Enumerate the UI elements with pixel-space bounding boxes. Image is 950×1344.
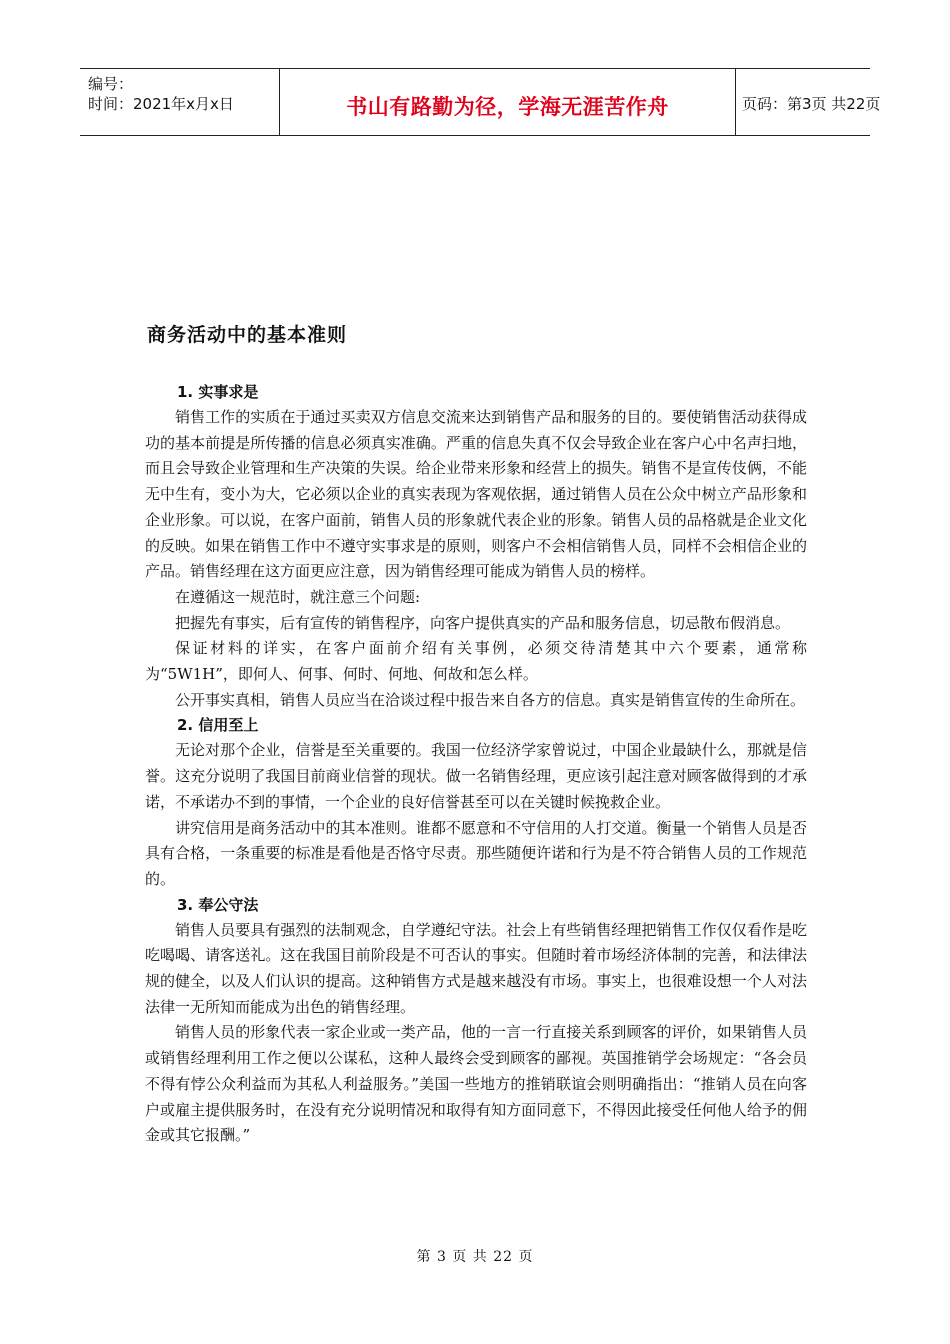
section-heading: 2. 信用至上 <box>177 716 259 735</box>
section-heading: 1. 实事求是 <box>177 383 259 401</box>
body-paragraph: 销售人员的形象代表一家企业或一类产品，他的一言一行直接关系到顾客的评价，如果销售人员或销售经理利用工作之便以公谋私，这种人最终会受到顾客的鄙视。英国推销学会场规定：“各会员不得有悖公众利益而为其私人利益服务。”美国一些地方的推销联谊会则明确指出：“推销人员在向客户或雇主提供服务时，在没有充分说明情况和取得有知方面同意下，不得因此接受任何他人给予的佣金或其它报酬。” <box>145 1023 807 1145</box>
header-motto: 书山有路勤为径，学海无涯苦作舟 <box>346 95 669 119</box>
section-heading: 3. 奉公守法 <box>177 895 259 914</box>
document-body <box>145 380 807 1149</box>
document-title: 商务活动中的基本准则 <box>147 324 348 346</box>
header-meta-cell <box>80 69 280 135</box>
body-paragraph: 公开事实真相，销售人员应当在洽谈过程中报告来自各方的信息。真实是销售宣传的生命所在。 <box>175 690 806 709</box>
page-header <box>80 68 881 136</box>
body-paragraph: 保证材料的详实，在客户面前介绍有关事例，必须交待清楚其中六个要素，通常称为“5W1H”，即何人、何事、何时、何地、何故和怎么样。 <box>145 639 807 684</box>
body-paragraph: 把握先有事实，后有宣传的销售程序，向客户提供真实的产品和服务信息，切忌散布假消息。 <box>175 613 791 632</box>
body-paragraph: 在遵循这一规范时，就注意三个问题: <box>175 587 421 606</box>
body-paragraph: 销售工作的实质在于通过买卖双方信息交流来达到销售产品和服务的目的。要使销售活动获得成功的基本前提是所传播的信息必须真实准确。严重的信息失真不仅会导致企业在客户心中名声扫地，而且会导致企业管理和生产决策的失误。给企业带来形象和经营上的损失。销售不是宣传伎俩，不能无中生有，变小为大，它必须以企业的真实表现为客观依据，通过销售人员在公众中树立产品形象和企业形象。可以说，在客户面前，销售人员的形象就代表企业的形象。销售人员的品格就是企业文化的反映。如果在销售工作中不遵守实事求是的原则，则客户不会相信销售人员，同样不会相信企业的产品。销售经理在这方面更应注意，因为销售经理可能成为销售人员的榜样。 <box>145 408 807 581</box>
body-paragraph: 销售人员要具有强烈的法制观念，自学遵纪守法。社会上有些销售经理把销售工作仅仅看作是吃吃喝喝、请客送礼。这在我国目前阶段是不可否认的事实。但随时着市场经济体制的完善，和法律法规的健全，以及人们认识的提高。这种销售方式是越来越没有市场。事实上，也很难设想一个人对法法律一无所知而能成为出色的销售经理。 <box>145 920 807 1016</box>
body-paragraph: 无论对那个企业，信誉是至关重要的。我国一位经济学家曾说过，中国企业最缺什么，那就是信誉。这充分说明了我国目前商业信誉的现状。做一名销售经理，更应该引起注意对顾客做得到的才承诺，不承诺办不到的事情，一个企业的良好信誉甚至可以在关键时候挽救企业。 <box>145 741 807 811</box>
header-page-code: 页码：第3页 共22页 <box>742 95 881 113</box>
page-footer: 第 3 页 共 22 页 <box>416 1249 534 1265</box>
header-motto-cell <box>280 69 736 135</box>
body-paragraph: 讲究信用是商务活动中的其本准则。谁都不愿意和不守信用的人打交道。衡量一个销售人员是否具有合格，一条重要的标准是看他是否恪守尽责。那些随便许诺和行为是不符合销售人员的工作规范的。 <box>145 818 807 888</box>
document-time-label: 时间：2021年x月x日 <box>88 95 234 113</box>
document-number-label: 编号： <box>88 75 134 93</box>
header-page-cell <box>736 69 881 135</box>
